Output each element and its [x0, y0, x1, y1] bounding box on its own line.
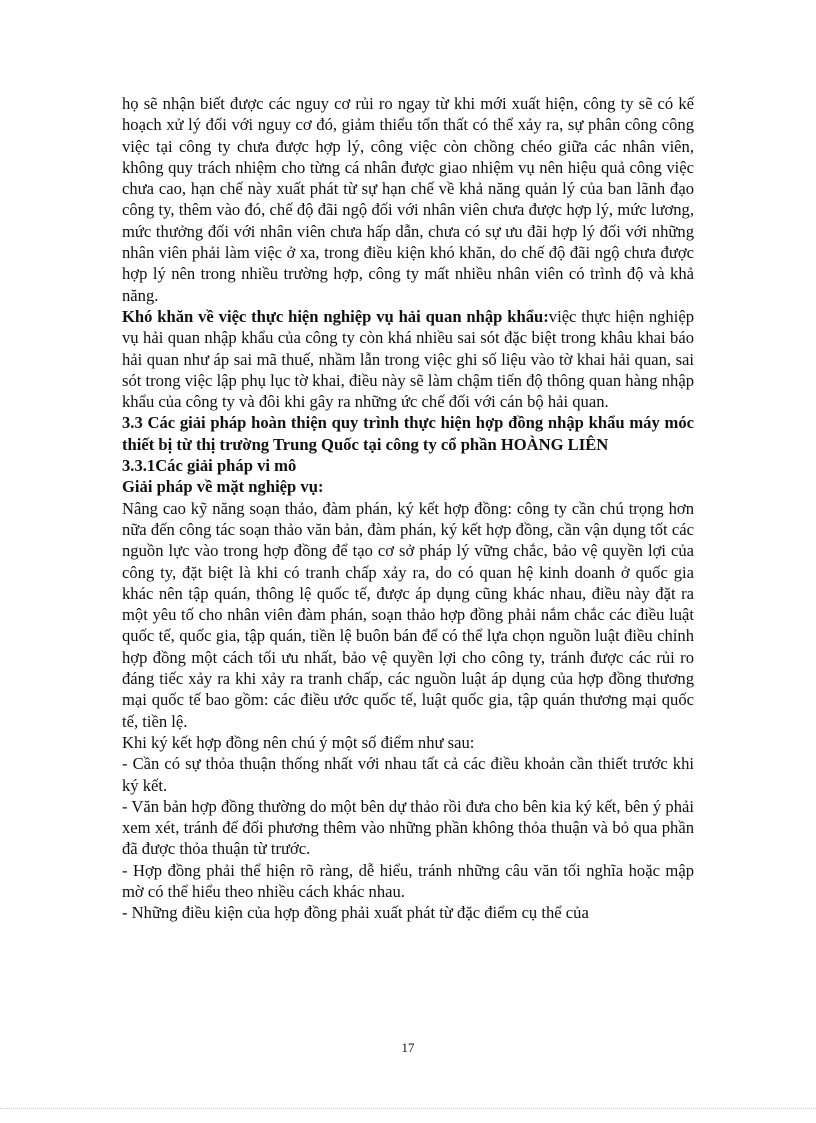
bullet-conditions: - Những điều kiện của hợp đồng phải xuất phát từ đặc điểm cụ thể của: [122, 903, 589, 923]
bullet-draft-review: - Văn bản hợp đồng thường do một bên dự thảo rồi đưa cho bên kia ký kết, bên ý phải xem xét, tránh để đối phương thêm vào những phần không thỏa thuận và bỏ qua phần đã được thỏa thuận từ trước.: [122, 796, 694, 859]
paragraph-lead-customs: Khó khăn về việc thực hiện nghiệp vụ hải quan nhập khẩu:: [122, 306, 549, 326]
section-3-3-1-heading: 3.3.1Các giải pháp vi mô: [122, 456, 297, 476]
bullet-agreement: - Cần có sự thỏa thuận thống nhất với nhau tất cả các điều khoản cần thiết trước khi ký kết.: [122, 754, 694, 795]
paragraph-customs-difficulties: [122, 306, 694, 412]
paragraph-contract-skills: Nâng cao kỹ năng soạn thảo, đàm phán, ký kết hợp đồng: công ty cần chú trọng hơn nữa đến công tác soạn thảo văn bản, đàm phán, ký kết hợp đồng, cần vận dụng tốt các nguồn lực vào trong hợp đồng để tạo cơ sở pháp lý vững chắc, bảo vệ quyền lợi của công ty, đặt biệt là khi có tranh chấp xảy ra, do có quan hệ kinh doanh ở quốc gia khác nên tập quán, thông lệ quốc tế, được áp dụng cũng khác nhau, điều này đặt ra một yêu tố cho nhân viên đàm phán, soạn thảo hợp đồng phải nắm chắc các điều luật quốc tế, quốc gia, tập quán, tiền lệ buôn bán để có thể lựa chọn nguồn luật điều chỉnh hợp đồng một cách tối ưu nhất, bảo vệ quyền lợi cho công ty, tránh được các rủi ro đáng tiếc xảy ra khi xảy ra tranh chấp, các nguồn luật áp dụng của hợp đồng thương mại quốc tế bao gồm: các điều ước quốc tế, luật quốc gia, tập quán thương mại quốc tế, tiền lệ.: [122, 498, 694, 731]
paragraph-contract-notes-intro: Khi ký kết hợp đồng nên chú ý một số điểm như sau:: [122, 732, 475, 752]
paragraph-staff-issues: họ sẽ nhận biết được các nguy cơ rủi ro ngay từ khi mới xuất hiện, công ty sẽ có kế hoạch xử lý đối với nguy cơ đó, giảm thiểu tổn thất có thể xảy ra, sự phân công công việc tại công ty chưa được hợp lý, công việc còn chồng chéo giữa các nhân viên, không quy trách nhiệm cho từng cá nhân được giao nhiệm vụ nên hiệu quả công việc chưa cao, hạn chế này xuất phát từ sự hạn chế về khả năng quản lý của ban lãnh đạo công ty, thêm vào đó, chế độ đãi ngộ đối với nhân viên chưa được hợp lý, mức lương, mức thưởng đối với nhân viên chưa hấp dẫn, chưa có sự ưu đãi hợp lý đối với những nhân viên phải làm việc ở xa, trong điều kiện khó khăn, do chế độ đãi ngộ chưa được hợp lý nên trong nhiều trường hợp, công ty mất nhiều nhân viên có trình độ và khả năng.: [122, 94, 694, 305]
paragraph-body-customs: việc thực hiện nghiệp vụ hải quan nhập khẩu của công ty còn khá nhiều sai sót đặc biệt trong khâu khai báo hải quan như áp sai mã thuế, nhầm lẫn trong việc ghi số liệu vào tờ khai hải quan, sai sót trong việc lập phụ lục tờ khai, điều này sẽ làm chậm tiến độ thông quan hàng nhập khẩu của công ty và đôi khi gây ra những ức chế đối với cán bộ hải quan.: [122, 306, 694, 412]
page-bottom-divider: [0, 1108, 816, 1109]
bullet-clarity: - Hợp đồng phải thể hiện rõ ràng, dễ hiểu, tránh những câu văn tối nghĩa hoặc mập mờ có thể hiểu theo nhiều cách khác nhau.: [122, 860, 694, 901]
page-number: 17: [401, 1040, 415, 1055]
document-body: [122, 93, 694, 924]
subheading-professional-solutions: Giải pháp về mặt nghiệp vụ:: [122, 477, 324, 497]
section-3-3-heading: 3.3 Các giải pháp hoàn thiện quy trình thực hiện hợp đồng nhập khẩu máy móc thiết bị từ thị trường Trung Quốc tại công ty cổ phần HOÀNG LIÊN: [122, 413, 694, 454]
